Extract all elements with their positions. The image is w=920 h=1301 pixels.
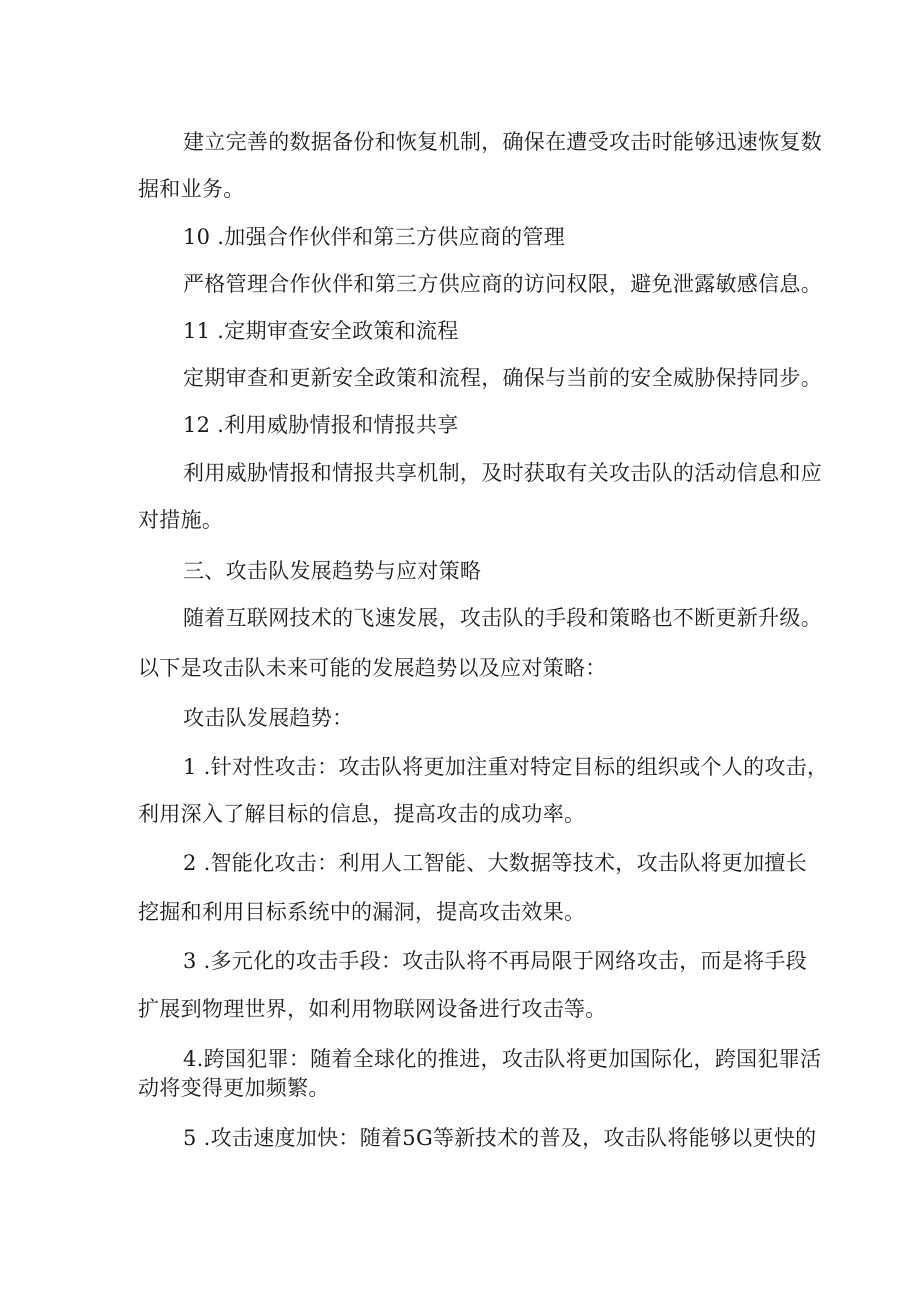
list-item-line: 4.跨国犯罪：随着全球化的推进，攻击队将更加国际化，跨国犯罪活: [183, 1047, 822, 1071]
list-item-line: 利用深入了解目标的信息，提高攻击的成功率。: [138, 802, 586, 826]
list-item-line: 5 .攻击速度加快：随着5G等新技术的普及，攻击队将能够以更快的: [183, 1126, 817, 1150]
paragraph-line: 利用威胁情报和情报共享机制，及时获取有关攻击队的活动信息和应: [183, 461, 822, 485]
paragraph-line: 对措施。: [138, 508, 224, 532]
paragraph-line: 定期审查和更新安全政策和流程，确保与当前的安全威胁保持同步。: [183, 366, 822, 390]
section-heading: 10 .加强合作伙伴和第三方供应商的管理: [183, 225, 566, 249]
list-item-line: 2 .智能化攻击：利用人工智能、大数据等技术，攻击队将更加擅长: [183, 851, 808, 875]
list-item-line: 3 .多元化的攻击手段：攻击队将不再局限于网络攻击，而是将手段: [183, 949, 808, 973]
paragraph-line: 严格管理合作伙伴和第三方供应商的访问权限，避免泄露敏感信息。: [183, 272, 822, 296]
paragraph-line: 据和业务。: [138, 177, 245, 201]
list-item-line: 动将变得更加频繁。: [138, 1076, 330, 1100]
section-heading: 12 .利用威胁情报和情报共享: [183, 413, 459, 437]
paragraph-line: 建立完善的数据备份和恢复机制，确保在遭受攻击时能够迅速恢复数: [183, 130, 822, 154]
paragraph-line: 随着互联网技术的飞速发展，攻击队的手段和策略也不断更新升级。: [183, 606, 822, 630]
chapter-heading: 三、攻击队发展趋势与应对策略: [183, 559, 482, 583]
subsection-heading: 攻击队发展趋势：: [183, 706, 354, 730]
list-item-line: 1 .针对性攻击：攻击队将更加注重对特定目标的组织或个人的攻击，: [183, 755, 829, 779]
list-item-line: 扩展到物理世界，如利用物联网设备进行攻击等。: [138, 997, 607, 1021]
section-heading: 11 .定期审查安全政策和流程: [183, 319, 459, 343]
list-item-line: 挖掘和利用目标系统中的漏洞，提高攻击效果。: [138, 900, 586, 924]
paragraph-line: 以下是攻击队未来可能的发展趋势以及应对策略：: [138, 656, 607, 680]
